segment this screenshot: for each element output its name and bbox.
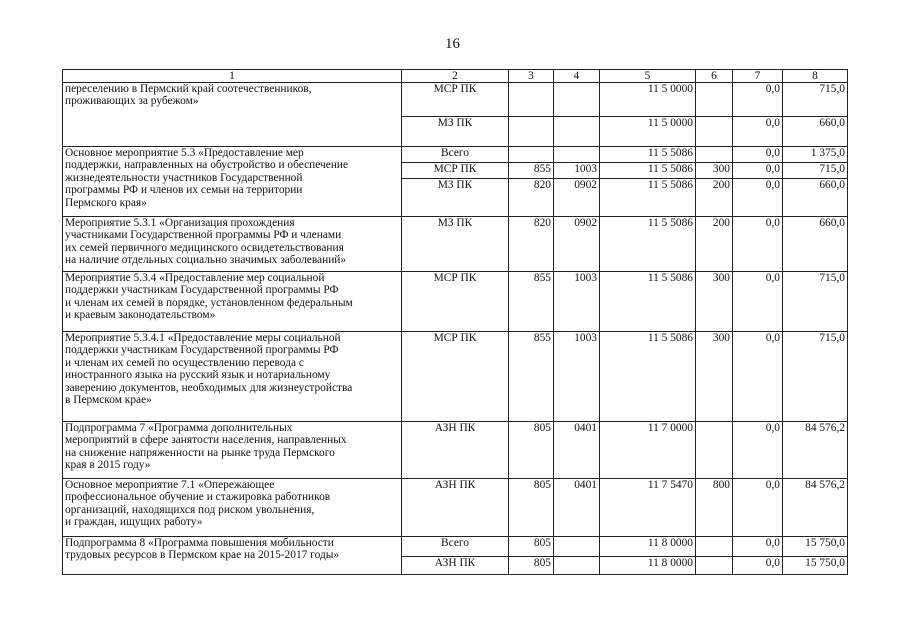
cell-c6	[696, 83, 733, 117]
program-name-line: программы РФ и членов их семьи на территории	[65, 184, 303, 197]
table-row	[63, 422, 848, 479]
cell-admin: АЗН ПК	[402, 422, 509, 479]
cell-c3: 805	[509, 557, 554, 575]
column-header-4: 4	[554, 70, 600, 83]
cell-c7: 0,0	[733, 537, 783, 557]
cell-c7: 0,0	[733, 479, 783, 537]
program-name-line: Основное мероприятие 5.3 «Предоставление мер	[65, 147, 304, 159]
cell-c6	[696, 537, 733, 557]
program-name-line: на наличие отдельных социально значимых заболеваний»	[65, 254, 347, 267]
program-name-line: Мероприятие 5.3.4.1 «Предоставление меры социальной	[65, 332, 341, 344]
cell-c4: 0902	[554, 179, 600, 217]
cell-c3: 820	[509, 179, 554, 217]
program-name-line: Подпрограмма 8 «Программа повышения мобильности	[65, 537, 334, 549]
cell-admin: Всего	[402, 537, 509, 557]
table-body	[63, 83, 848, 575]
cell-admin: МЗ ПК	[402, 217, 509, 272]
program-name-cell	[63, 479, 402, 537]
cell-c3: 855	[509, 163, 554, 179]
cell-admin: МСР ПК	[402, 83, 509, 117]
column-header-7: 7	[733, 70, 783, 83]
cell-c8: 715,0	[783, 332, 848, 422]
program-name-cell	[63, 332, 402, 422]
cell-c5: 11 5 0000	[600, 117, 696, 147]
cell-c6	[696, 557, 733, 575]
cell-c4: 0401	[554, 479, 600, 537]
program-name-line: Мероприятие 5.3.1 «Организация прохождения	[65, 217, 295, 229]
program-name-line: профессиональное обучение и стажировка работников	[65, 491, 331, 504]
cell-c3: 805	[509, 537, 554, 557]
program-name-line: заверению документов, необходимых для жизнеустройства	[65, 381, 353, 394]
cell-c6: 800	[696, 479, 733, 537]
cell-c4	[554, 83, 600, 117]
cell-c8: 660,0	[783, 179, 848, 217]
cell-c3	[509, 117, 554, 147]
cell-c4: 1003	[554, 332, 600, 422]
program-name-line: их семей первичного медицинского освидетельствования	[65, 241, 344, 254]
program-name-line: Мероприятие 5.3.4 «Предоставление мер социальной	[65, 272, 325, 284]
cell-c8: 715,0	[783, 163, 848, 179]
cell-c3: 820	[509, 217, 554, 272]
program-name-cell	[63, 147, 402, 217]
table-header	[63, 70, 848, 83]
cell-c7: 0,0	[733, 179, 783, 217]
cell-c8: 660,0	[783, 117, 848, 147]
cell-admin: МСР ПК	[402, 163, 509, 179]
program-name-line: переселению в Пермский край соотечественников,	[65, 83, 312, 95]
cell-c7: 0,0	[733, 272, 783, 332]
cell-c8: 84 576,2	[783, 479, 848, 537]
cell-c8: 715,0	[783, 272, 848, 332]
cell-admin: АЗН ПК	[402, 479, 509, 537]
cell-c7: 0,0	[733, 217, 783, 272]
cell-c8: 715,0	[783, 83, 848, 117]
table-row	[63, 537, 848, 557]
cell-c4: 1003	[554, 163, 600, 179]
table-row	[63, 332, 848, 422]
column-header-1: 1	[63, 70, 402, 83]
table-row	[63, 479, 848, 537]
program-name-cell	[63, 422, 402, 479]
program-name-line: и граждан, ищущих работу»	[65, 516, 203, 529]
program-name-line: жизнедеятельности участников Государственной	[65, 171, 303, 184]
cell-c7: 0,0	[733, 117, 783, 147]
cell-c7: 0,0	[733, 163, 783, 179]
cell-c4: 0902	[554, 217, 600, 272]
page-number: 16	[445, 36, 460, 52]
cell-c3: 855	[509, 332, 554, 422]
cell-c4	[554, 147, 600, 163]
table-row	[63, 147, 848, 163]
cell-c4	[554, 557, 600, 575]
column-header-3: 3	[509, 70, 554, 83]
column-header-6: 6	[696, 70, 733, 83]
cell-c8: 1 375,0	[783, 147, 848, 163]
cell-c7: 0,0	[733, 147, 783, 163]
program-name-line: Пермского края»	[65, 196, 147, 209]
column-header-8: 8	[783, 70, 848, 83]
column-header-5: 5	[600, 70, 696, 83]
cell-c5: 11 5 5086	[600, 163, 696, 179]
cell-c3	[509, 83, 554, 117]
program-name-line: и членам их семей в порядке, установленном федеральным	[65, 296, 353, 309]
cell-c5: 11 5 5086	[600, 179, 696, 217]
program-name-line: трудовых ресурсов в Пермском крае на 2015-2017 годы»	[65, 549, 340, 562]
program-name-line: Подпрограмма 7 «Программа дополнительных	[65, 422, 293, 434]
program-name-line: мероприятий в сфере занятости населения, направленных	[65, 434, 347, 447]
cell-c6	[696, 147, 733, 163]
cell-admin: МЗ ПК	[402, 179, 509, 217]
cell-c6: 300	[696, 332, 733, 422]
program-name-line: поддержки участникам Государственной программы РФ	[65, 344, 339, 357]
cell-c7: 0,0	[733, 422, 783, 479]
cell-c4: 1003	[554, 272, 600, 332]
cell-c6: 200	[696, 179, 733, 217]
budget-table	[62, 69, 848, 575]
cell-c8: 15 750,0	[783, 537, 848, 557]
cell-c5: 11 7 5470	[600, 479, 696, 537]
program-name-line: проживающих за рубежом»	[65, 95, 199, 108]
cell-c6	[696, 117, 733, 147]
column-header-2: 2	[402, 70, 509, 83]
program-name-line: Основное мероприятие 7.1 «Опережающее	[65, 479, 275, 491]
program-name-line: поддержки участникам Государственной программы РФ	[65, 284, 339, 297]
cell-c7: 0,0	[733, 83, 783, 117]
cell-c5: 11 5 5086	[600, 147, 696, 163]
program-name-cell	[63, 537, 402, 575]
cell-c5: 11 5 5086	[600, 272, 696, 332]
cell-c5: 11 8 0000	[600, 557, 696, 575]
cell-c5: 11 5 5086	[600, 332, 696, 422]
cell-c5: 11 5 5086	[600, 217, 696, 272]
cell-c7: 0,0	[733, 332, 783, 422]
cell-c6: 300	[696, 272, 733, 332]
cell-c3: 855	[509, 272, 554, 332]
cell-admin: МЗ ПК	[402, 117, 509, 147]
cell-c3	[509, 147, 554, 163]
cell-c6: 200	[696, 217, 733, 272]
program-name-line: в Пермском крае»	[65, 394, 152, 407]
table-row	[63, 217, 848, 272]
program-name-cell	[63, 272, 402, 332]
cell-admin: МСР ПК	[402, 332, 509, 422]
cell-c3: 805	[509, 479, 554, 537]
program-name-line: поддержки, направленных на обустройство и обеспечение	[65, 159, 349, 172]
cell-c7: 0,0	[733, 557, 783, 575]
program-name-line: участниками Государственной программы РФ и членами	[65, 229, 342, 242]
cell-c5: 11 8 0000	[600, 537, 696, 557]
cell-c5: 11 5 0000	[600, 83, 696, 117]
cell-c3: 805	[509, 422, 554, 479]
cell-c8: 15 750,0	[783, 557, 848, 575]
program-name-line: и членам их семей по осуществлению перевода с	[65, 356, 304, 369]
cell-c5: 11 7 0000	[600, 422, 696, 479]
table-row	[63, 272, 848, 332]
cell-admin: Всего	[402, 147, 509, 163]
program-name-cell	[63, 217, 402, 272]
program-name-line: на снижение напряженности на рынке труда Пермского	[65, 446, 335, 459]
cell-c6	[696, 422, 733, 479]
cell-c4: 0401	[554, 422, 600, 479]
cell-c6: 300	[696, 163, 733, 179]
cell-admin: АЗН ПК	[402, 557, 509, 575]
program-name-line: организаций, находящихся под риском увольнения,	[65, 503, 315, 516]
table-row	[63, 83, 848, 117]
cell-c8: 84 576,2	[783, 422, 848, 479]
program-name-line: иностранного языка на русский язык и нотариальному	[65, 369, 331, 382]
program-name-line: и краевым законодательством»	[65, 309, 216, 322]
cell-c4	[554, 537, 600, 557]
program-name-line: края в 2015 году»	[65, 459, 151, 472]
program-name-cell	[63, 83, 402, 147]
cell-admin: МСР ПК	[402, 272, 509, 332]
cell-c4	[554, 117, 600, 147]
cell-c8: 660,0	[783, 217, 848, 272]
